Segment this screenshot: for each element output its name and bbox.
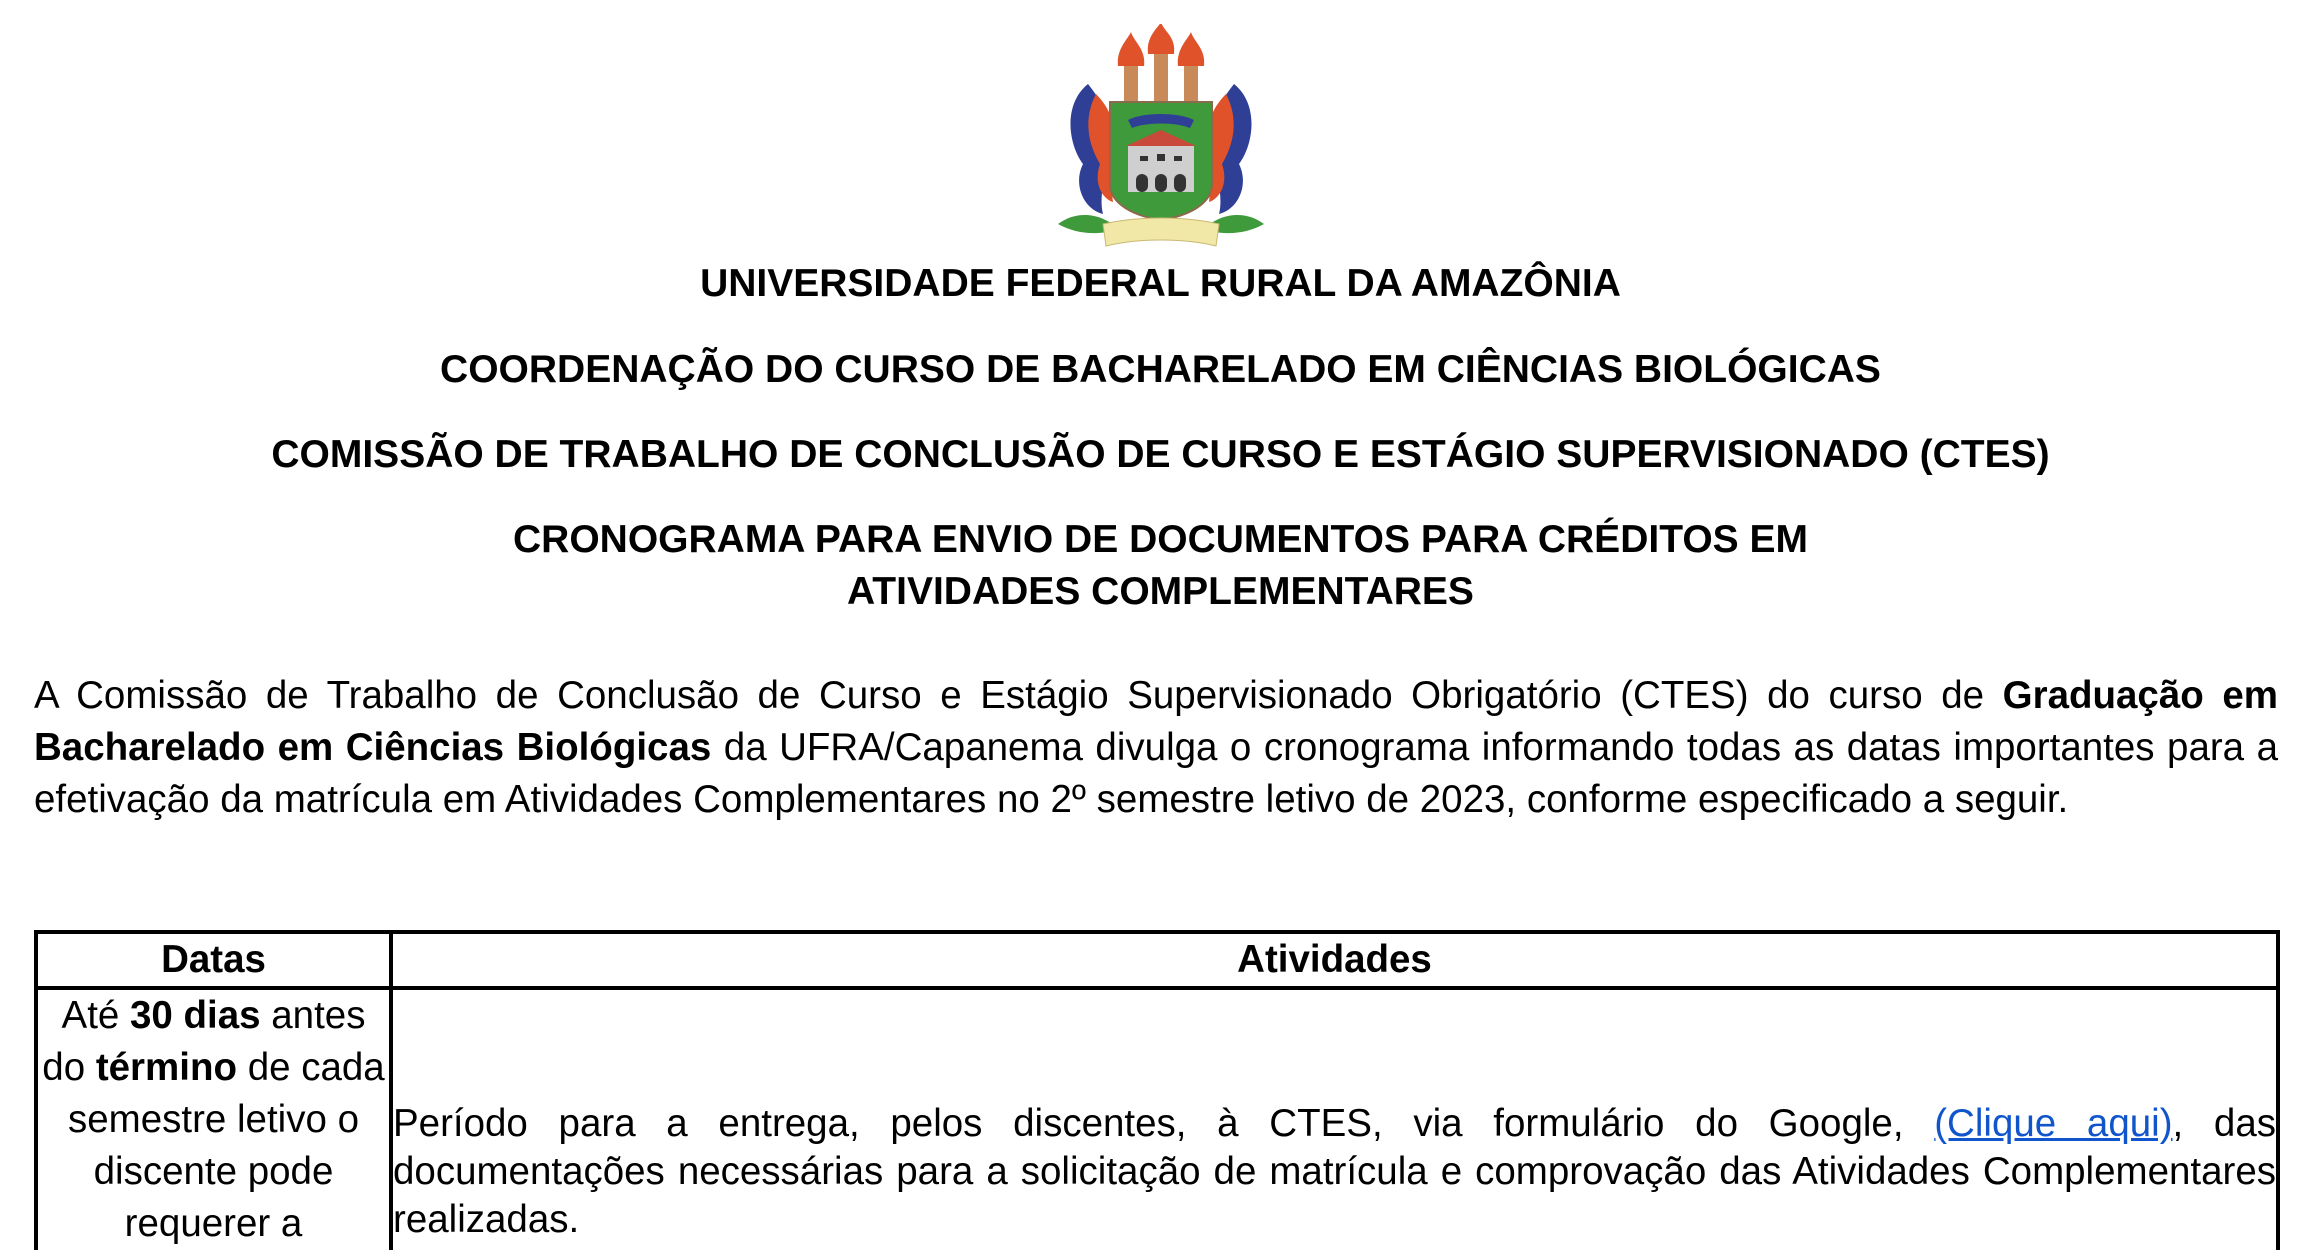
document-title xyxy=(0,514,2321,618)
dates-text: antes do xyxy=(42,994,366,1089)
dates-cell xyxy=(36,988,391,1250)
intro-course-name: Graduação em Bacharelado em Ciências Biológicas xyxy=(34,674,2278,769)
activity-cell xyxy=(391,988,2278,1250)
table-row xyxy=(36,988,2278,1250)
dates-bold-days: 30 dias xyxy=(130,994,261,1037)
column-header-dates: Datas xyxy=(36,932,391,988)
university-logo xyxy=(1048,24,1274,250)
google-form-link[interactable]: (Clique aqui) xyxy=(1934,1102,2173,1145)
dates-text: de cada semestre letivo o discente pode requerer a xyxy=(67,1046,385,1245)
activity-text: Período para a entrega, pelos discentes, à CTES, via formulário do Google, xyxy=(393,1102,1935,1145)
table-header-row xyxy=(36,932,2278,988)
university-name: UNIVERSIDADE FEDERAL RURAL DA AMAZÔNIA xyxy=(700,262,1621,305)
schedule-table xyxy=(34,930,2280,1250)
activity-text: , das documentações necessárias para a solicitação de matrícula e comprovação das Atividades Complementares realizadas. xyxy=(393,1102,2276,1241)
dates-bold-term: término xyxy=(95,1046,237,1089)
dates-text: Até xyxy=(61,994,131,1037)
intro-text-1: A Comissão de Trabalho de Conclusão de Curso e Estágio Supervisionado Obrigatório (CTES) do curso de xyxy=(34,674,2003,717)
coat-of-arms-icon xyxy=(1048,24,1274,250)
document-title-line-2: ATIVIDADES COMPLEMENTARES xyxy=(847,570,1474,613)
committee-name: COMISSÃO DE TRABALHO DE CONCLUSÃO DE CURSO E ESTÁGIO SUPERVISIONADO (CTES) xyxy=(271,433,2050,476)
intro-paragraph xyxy=(34,670,2278,826)
course-coordination: COORDENAÇÃO DO CURSO DE BACHARELADO EM CIÊNCIAS BIOLÓGICAS xyxy=(440,348,1881,391)
column-header-activities: Atividades xyxy=(391,932,2278,988)
document-title-line-1: CRONOGRAMA PARA ENVIO DE DOCUMENTOS PARA CRÉDITOS EM xyxy=(512,518,1809,561)
intro-text-2: da UFRA/Capanema divulga o cronograma informando todas as datas importantes para a efetivação da matrícula em Atividades Complementares no 2º semestre letivo de 2023, conforme especificado a seguir. xyxy=(34,726,2279,821)
